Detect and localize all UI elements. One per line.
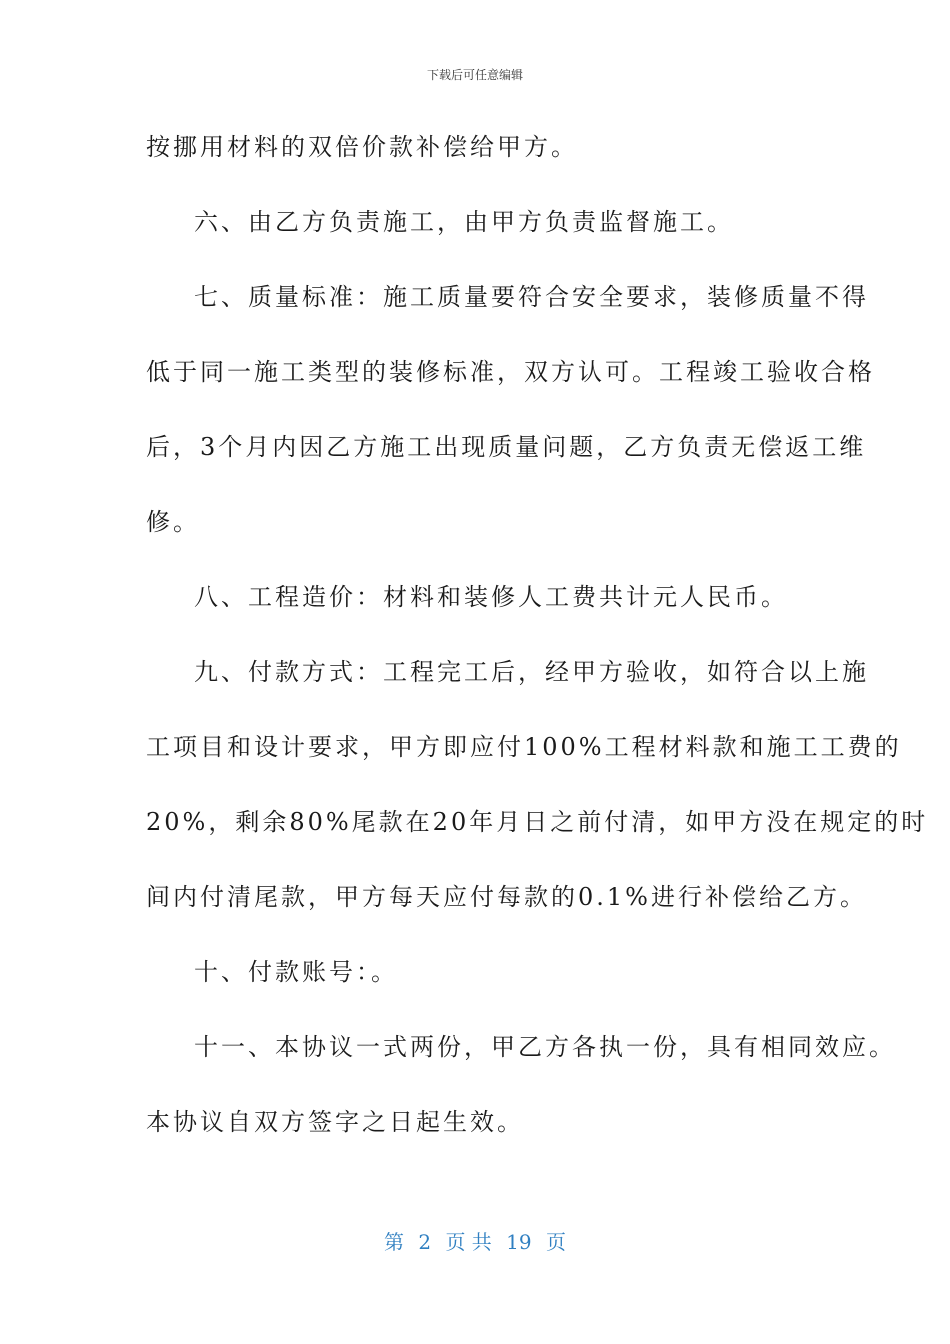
page-label-suffix: 页 (545, 1230, 566, 1254)
paragraph-line: 十、付款账号：。 (194, 958, 398, 986)
paragraph-line: 八、工程造价：材料和装修人工费共计元人民币。 (194, 583, 788, 611)
paragraph-line: 低于同一施工类型的装修标准，双方认可。工程竣工验收合格 (146, 358, 875, 386)
paragraph-line: 工项目和设计要求，甲方即应付100%工程材料款和施工工费的 (146, 733, 902, 761)
download-note: 下载后可任意编辑 (426, 68, 523, 82)
current-page-number: 2 (418, 1230, 432, 1254)
page-number-footer (0, 1226, 950, 1255)
paragraph-line: 十一、本协议一式两份，甲乙方各执一份，具有相同效应。 (194, 1033, 896, 1061)
paragraph-line: 本协议自双方签字之日起生效。 (146, 1108, 524, 1136)
paragraph-line: 间内付清尾款，甲方每天应付每款的0.1%进行补偿给乙方。 (146, 883, 867, 911)
page-label-middle: 页 共 (445, 1230, 492, 1254)
paragraph-line: 六、由乙方负责施工，由甲方负责监督施工。 (194, 208, 734, 236)
page-label-prefix: 第 (384, 1230, 404, 1254)
paragraph-line: 九、付款方式：工程完工后，经甲方验收，如符合以上施 (194, 658, 869, 686)
paragraph-line: 七、质量标准：施工质量要符合安全要求，装修质量不得 (194, 283, 869, 311)
paragraph-line: 修。 (146, 508, 200, 536)
document-body (146, 128, 929, 1178)
paragraph-line: 按挪用材料的双倍价款补偿给甲方。 (146, 133, 578, 161)
total-pages-number: 19 (506, 1230, 532, 1254)
paragraph-line: 后，3个月内因乙方施工出现质量问题，乙方负责无偿返工维 (146, 433, 867, 461)
paragraph-line: 20%，剩余80%尾款在20年月日之前付清，如甲方没在规定的时 (146, 808, 929, 836)
